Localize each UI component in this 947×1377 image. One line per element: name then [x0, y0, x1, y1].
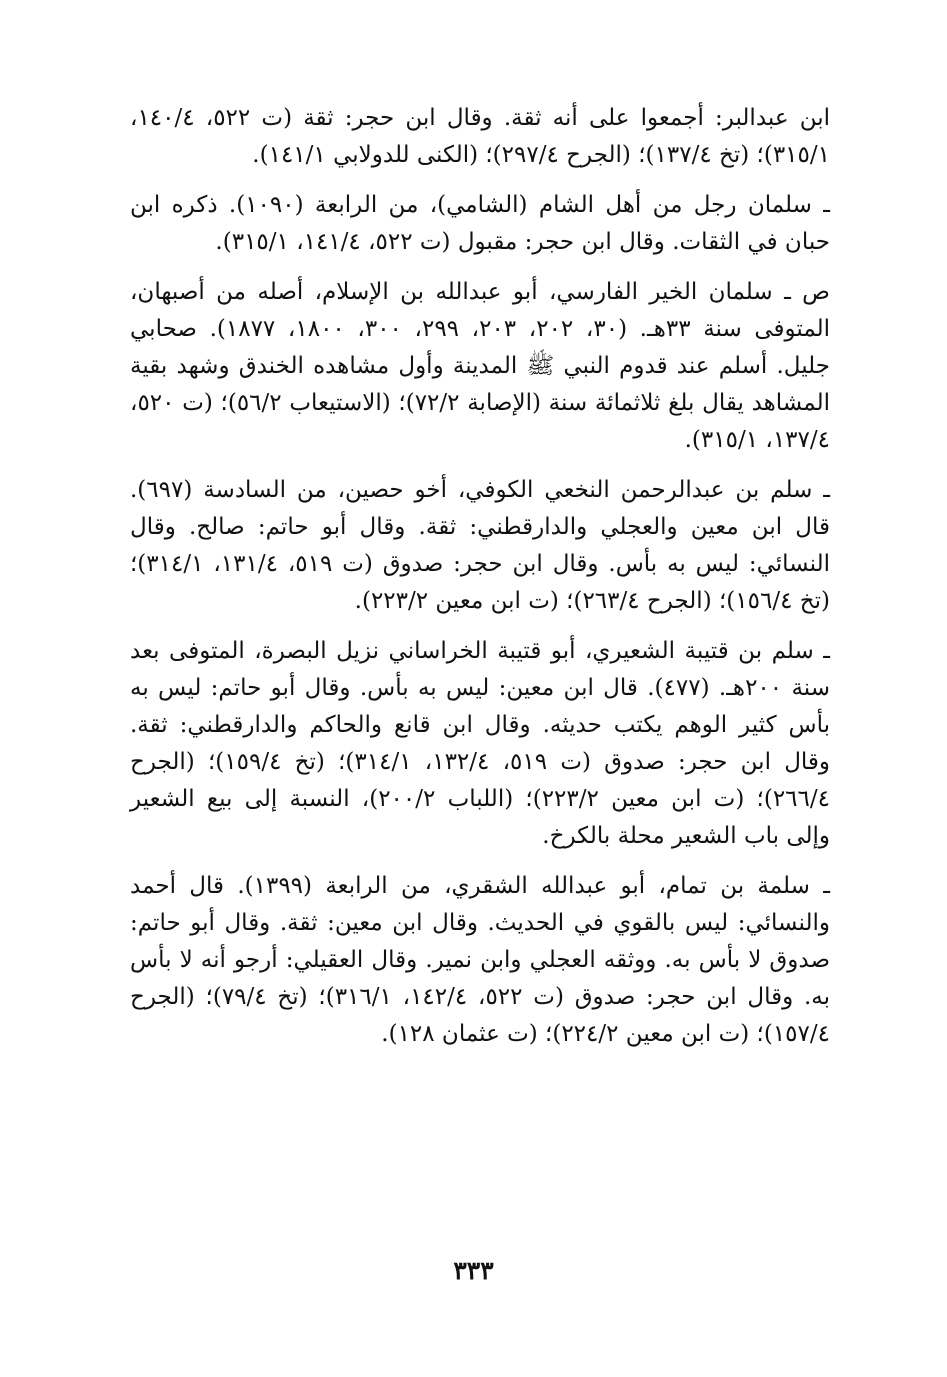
entry-3: ص ـ سلمان الخير الفارسي، أبو عبدالله بن الإسلام، أصله من أصبهان، المتوفى سنة ٣٣هـ. (٣٠، ٢٠٢، ٢٠٣، ٢٩٩، ٣٠٠، ١٨٠٠، ١٨٧٧). صحابي جليل. أسلم عند قدوم النبي ﷺ المدينة وأول مشاهده الخندق وشهد بقية المشاهد يقال بلغ ثلاثمائة سنة (الإصابة ٧٢/٢)؛ (الاستيعاب ٥٦/٢)؛ (ت ٥٢٠، ١٣٧/٤، ٣١٥/١). [130, 279, 831, 453]
page-number: ٣٣٣ [453, 1256, 494, 1285]
page-body [130, 100, 830, 1066]
entry-4: ـ سلم بن عبدالرحمن النخعي الكوفي، أخو حصين، من السادسة (٦٩٧). قال ابن معين والعجلي والدارقطني: ثقة. وقال أبو حاتم: صالح. وقال النسائي: ليس به بأس. وقال ابن حجر: صدوق (ت ٥١٩، ١٣١/٤، ٣١٤/١)؛ (تخ ١٥٦/٤)؛ (الجرح ٢٦٣/٤)؛ (ت ابن معين ٢٢٣/٢). [130, 477, 831, 614]
entry-6: ـ سلمة بن تمام، أبو عبدالله الشقري، من الرابعة (١٣٩٩). قال أحمد والنسائي: ليس بالقوي في الحديث. وقال ابن معين: ثقة. وقال أبو حاتم: صدوق لا بأس به. ووثقه العجلي وابن نمير. وقال العقيلي: أرجو أنه لا بأس به. وقال ابن حجر: صدوق (ت ٥٢٢، ١٤٢/٤، ٣١٦/١)؛ (تخ ٧٩/٤)؛ (الجرح ١٥٧/٤)؛ (ت ابن معين ٢٢٤/٢)؛ (ت عثمان ١٢٨). [130, 873, 831, 1047]
entry-2: ـ سلمان رجل من أهل الشام (الشامي)، من الرابعة (١٠٩٠). ذكره ابن حبان في الثقات. وقال ابن حجر: مقبول (ت ٥٢٢، ١٤١/٤، ٣١٥/١). [130, 192, 830, 255]
entry-1: ابن عبدالبر: أجمعوا على أنه ثقة. وقال ابن حجر: ثقة (ت ٥٢٢، ١٤٠/٤، ٣١٥/١)؛ (تخ ١٣٧/٤)؛ (الجرح ٢٩٧/٤)؛ (الكنى للدولابي ١٤١/١). [130, 105, 831, 168]
entry-5: ـ سلم بن قتيبة الشعيري، أبو قتيبة الخراساني نزيل البصرة، المتوفى بعد سنة ٢٠٠هـ. (٤٧٧). قال ابن معين: ليس به بأس. وقال أبو حاتم: ليس به بأس كثير الوهم يكتب حديثه. وقال ابن قانع والحاكم والدارقطني: ثقة. وقال ابن حجر: صدوق (ت ٥١٩، ١٣٢/٤، ٣١٤/١)؛ (تخ ١٥٩/٤)؛ (الجرح ٢٦٦/٤)؛ (ت ابن معين ٢٢٣/٢)؛ (اللباب ٢٠٠/٢)، النسبة إلى بيع الشعير وإلى باب الشعير محلة بالكرخ. [130, 638, 831, 849]
